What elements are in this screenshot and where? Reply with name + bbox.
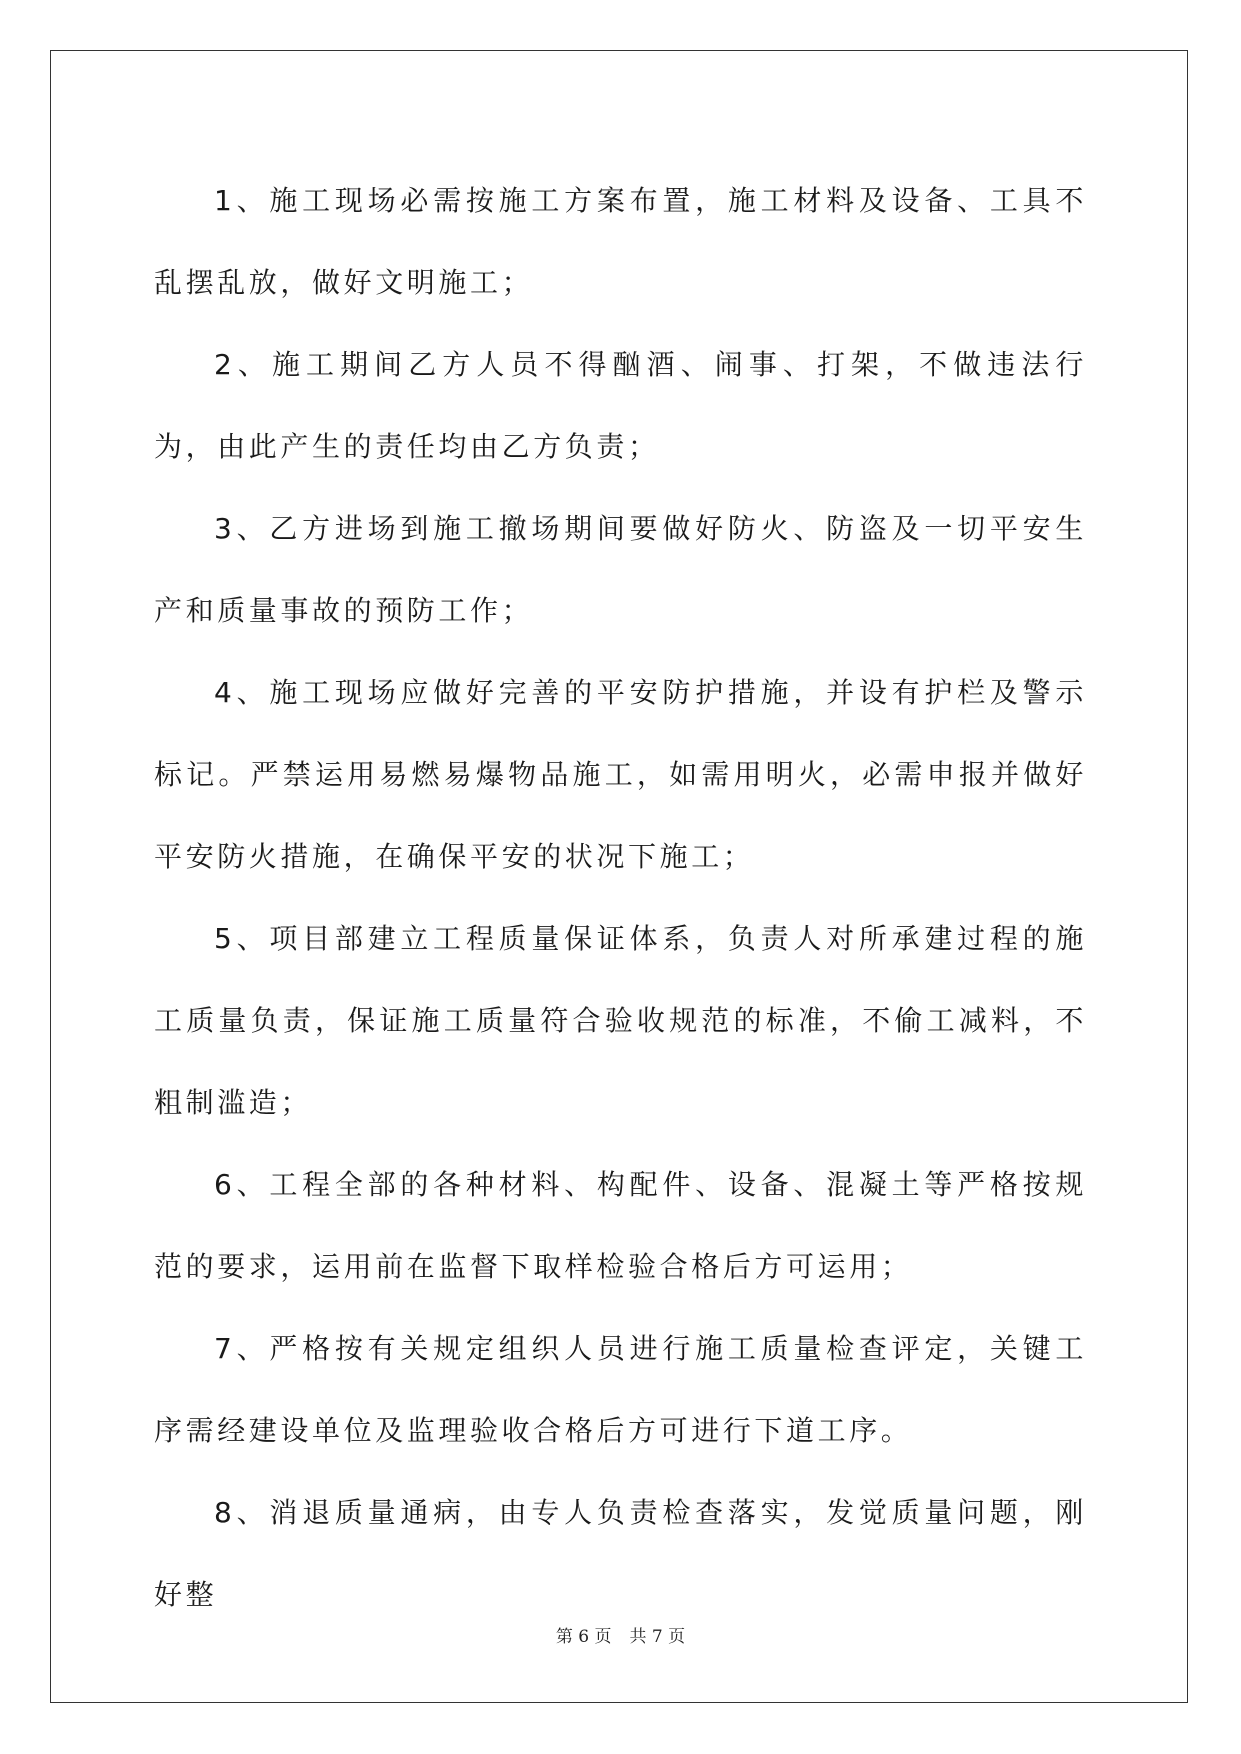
paragraph-3: 3、乙方进场到施工撤场期间要做好防火、防盗及一切平安生产和质量事故的预防工作； <box>154 512 1087 627</box>
paragraph-5: 5、项目部建立工程质量保证体系，负责人对所承建过程的施工质量负责，保证施工质量符合验收规范的标准，不偷工减料，不粗制滥造； <box>154 922 1087 1119</box>
page-footer <box>0 1622 1241 1647</box>
paragraph-8: 8、消退质量通病，由专人负责检查落实，发觉质量问题，刚好整 <box>154 1496 1087 1611</box>
page-total: 共 7 页 <box>629 1627 686 1647</box>
paragraph-4: 4、施工现场应做好完善的平安防护措施，并设有护栏及警示标记。严禁运用易燃易爆物品施工，如需用明火，必需申报并做好平安防火措施，在确保平安的状况下施工； <box>154 676 1087 873</box>
paragraph-7: 7、严格按有关规定组织人员进行施工质量检查评定，关键工序需经建设单位及监理验收合格后方可进行下道工序。 <box>154 1332 1087 1447</box>
page-number: 第 6 页 <box>555 1627 612 1647</box>
document-body <box>154 160 1087 1636</box>
paragraph-6: 6、工程全部的各种材料、构配件、设备、混凝土等严格按规范的要求，运用前在监督下取样检验合格后方可运用； <box>154 1168 1087 1283</box>
paragraph-1: 1、施工现场必需按施工方案布置，施工材料及设备、工具不乱摆乱放，做好文明施工； <box>154 184 1087 299</box>
paragraph-2: 2、施工期间乙方人员不得酗酒、闹事、打架，不做违法行为，由此产生的责任均由乙方负责； <box>154 348 1087 463</box>
